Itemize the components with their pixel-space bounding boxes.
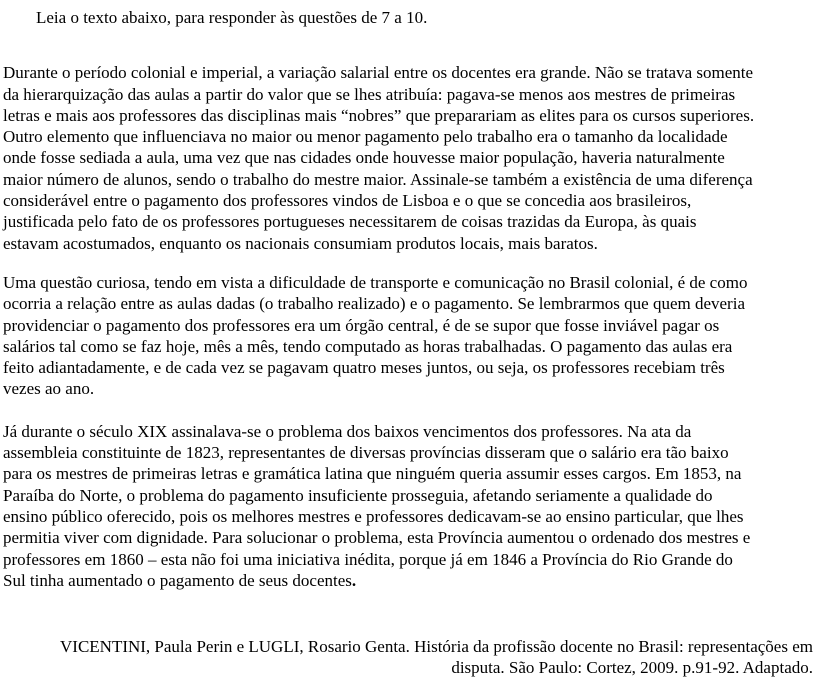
text-line: Paraíba do Norte, o problema do pagamento insuficiente prosseguia, afetando seriamente a qualidade do <box>3 485 713 505</box>
body-paragraph-3 <box>3 421 813 591</box>
text-line: Já durante o século XIX assinalava-se o problema dos baixos vencimentos dos professores. Na ata da <box>3 421 692 441</box>
text-line: permitia viver com dignidade. Para solucionar o problema, esta Província aumentou o ordenado dos mestres e <box>3 528 751 548</box>
text-line: Uma questão curiosa, tendo em vista a dificuldade de transporte e comunicação no Brasil colonial, é de como <box>3 272 748 292</box>
bold-period: . <box>351 570 357 590</box>
body-paragraph-2 <box>3 272 813 400</box>
text-line: maior número de alunos, sendo o trabalho do mestre maior. Assinale-se também a existência de uma diferença <box>3 169 753 189</box>
text-line: Sul tinha aumentado o pagamento de seus docentes. <box>3 570 357 590</box>
text-line: onde fosse sediada a aula, uma vez que nas cidades onde houvesse maior população, haveria naturalmente <box>3 148 725 168</box>
text-line: Outro elemento que influenciava no maior ou menor pagamento pelo trabalho era o tamanho da localidade <box>3 127 728 147</box>
text-line: professores em 1860 – esta não foi uma iniciativa inédita, porque já em 1846 a Província do Rio Grande do <box>3 549 733 569</box>
text-line: VICENTINI, Paula Perin e LUGLI, Rosario Genta. História da profissão docente no Brasil: representações em <box>60 637 813 657</box>
body-paragraph-1 <box>3 62 813 254</box>
text-line: feito adiantadamente, e de cada vez se pagavam quatro meses juntos, ou seja, os professores recebiam três <box>3 358 725 378</box>
text-line: da hierarquização das aulas a partir do valor que se lhes atribuía: pagava-se menos aos mestres de primeiras <box>3 84 736 104</box>
instruction-text: Leia o texto abaixo, para responder às questões de 7 a 10. <box>36 8 428 27</box>
text-line: vezes ao ano. <box>3 379 95 399</box>
text-line: letras e mais aos professores das disciplinas mais “nobres” que preparariam as elites para os cursos superiores. <box>3 105 755 125</box>
text-line: assembleia constituinte de 1823, representantes de diversas províncias disseram que o salário era tão baixo <box>3 443 729 463</box>
text-line: Durante o período colonial e imperial, a variação salarial entre os docentes era grande. Não se tratava somente <box>3 63 754 83</box>
text-line: disputa. São Paulo: Cortez, 2009. p.91-92. Adaptado. <box>451 658 813 678</box>
text-line: ocorria a relação entre as aulas dadas (o trabalho realizado) e o pagamento. Se lembrarmos que quem deveria <box>3 294 745 314</box>
text-line: justificada pelo fato de os professores portugueses necessitarem de coisas trazidas da Europa, às quais <box>3 212 697 232</box>
citation-text <box>3 636 813 679</box>
text-line: salários tal como se faz hoje, mês a mês, tendo computado as horas trabalhadas. O pagamento das aulas era <box>3 336 733 356</box>
text-line: considerável entre o pagamento dos professores vindos de Lisboa e o que se concedia aos brasileiros, <box>3 191 692 211</box>
text-line: para os mestres de primeiras letras e gramática latina que ninguém queria assumir esses cargos. Em 1853, na <box>3 464 742 484</box>
text-line: ensino público oferecido, pois os melhores mestres e professores dedicavam-se ao ensino particular, que lhes <box>3 506 744 526</box>
text-line: estavam acostumados, enquanto os nacionais consumiam produtos locais, mais baratos. <box>3 233 598 253</box>
text-line: providenciar o pagamento dos professores era um órgão central, é de se supor que fosse inviável pagar os <box>3 315 720 335</box>
